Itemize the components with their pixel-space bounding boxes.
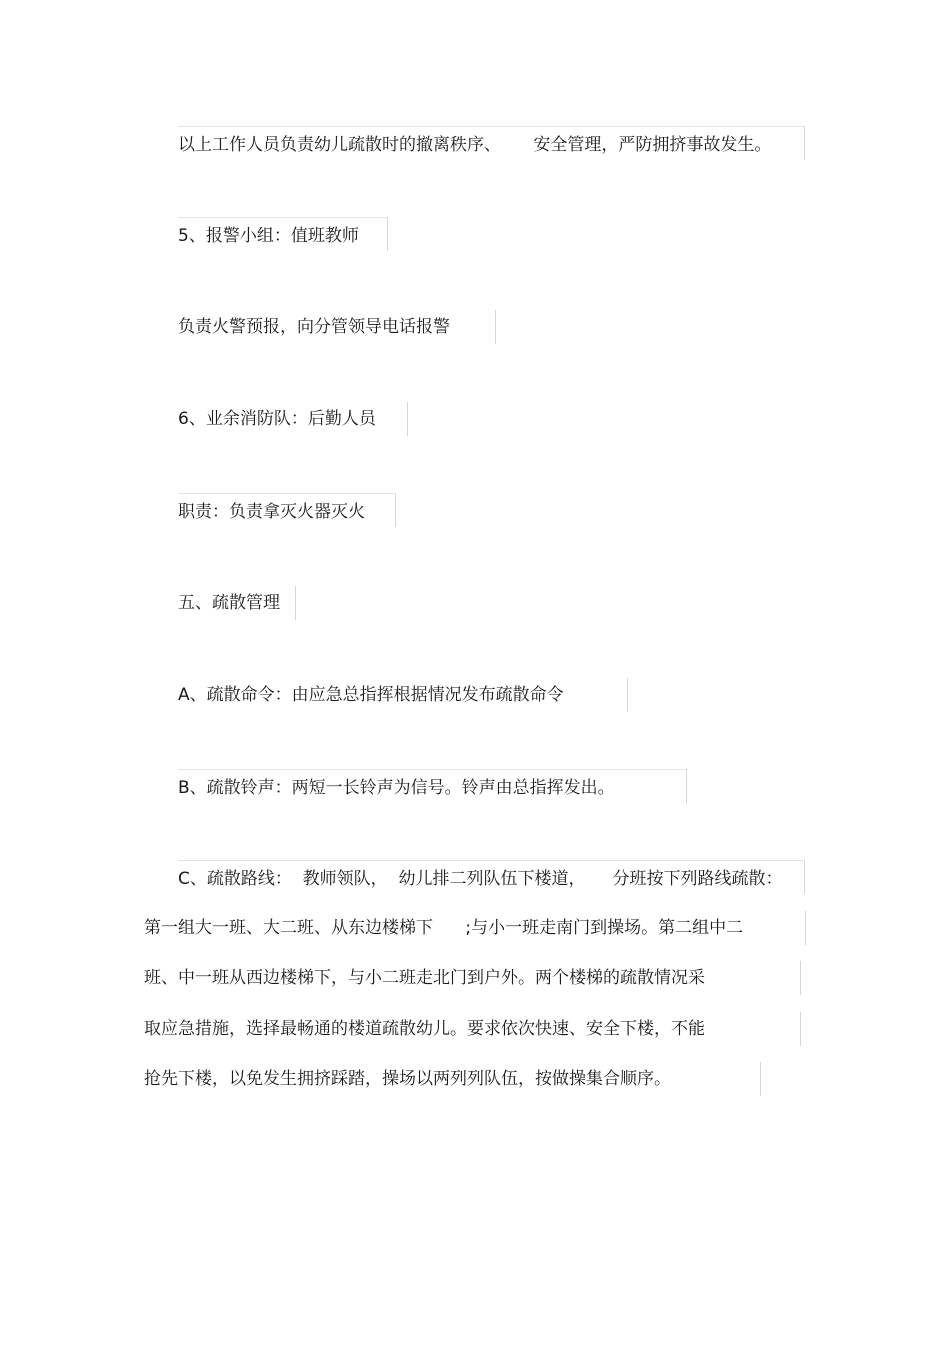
paragraph-evacuation-route-line: 取应急措施，选择最畅通的楼道疏散幼儿。要求依次快速、安全下楼，不能 — [144, 1012, 801, 1046]
heading-fire-brigade: 6、业余消防队：后勤人员 — [178, 402, 408, 436]
paragraph-alarm-duty: 负责火警预报，向分管领导电话报警 — [178, 310, 496, 344]
paragraph-evacuation-route-line: 第一组大一班、大二班、从东边楼梯下 ;与小一班走南门到操场。第二组中二 — [144, 911, 806, 945]
paragraph-staff-duty: 以上工作人员负责幼儿疏散时的撤离秩序、 安全管理，严防拥挤事故发生。 — [178, 126, 805, 160]
paragraph-evacuation-route-line: 抢先下楼，以免发生拥挤踩踏，操场以两列列队伍，按做操集合顺序。 — [144, 1062, 761, 1096]
paragraph-evacuation-order: A、疏散命令：由应急总指挥根据情况发布疏散命令 — [178, 678, 628, 712]
paragraph-evacuation-route-first-line: C、疏散路线： 教师领队， 幼儿排二列队伍下楼道， 分班按下列路线疏散： — [178, 860, 805, 894]
paragraph-evacuation-route-line: 班、中一班从西边楼梯下，与小二班走北门到户外。两个楼梯的疏散情况采 — [144, 961, 801, 995]
section-heading-evacuation: 五、疏散管理 — [178, 586, 296, 620]
paragraph-fire-brigade-duty: 职责：负责拿灭火器灭火 — [178, 493, 396, 527]
paragraph-evacuation-bell: B、疏散铃声：两短一长铃声为信号。铃声由总指挥发出。 — [178, 769, 687, 803]
heading-alarm-group: 5、报警小组：值班教师 — [178, 217, 388, 251]
